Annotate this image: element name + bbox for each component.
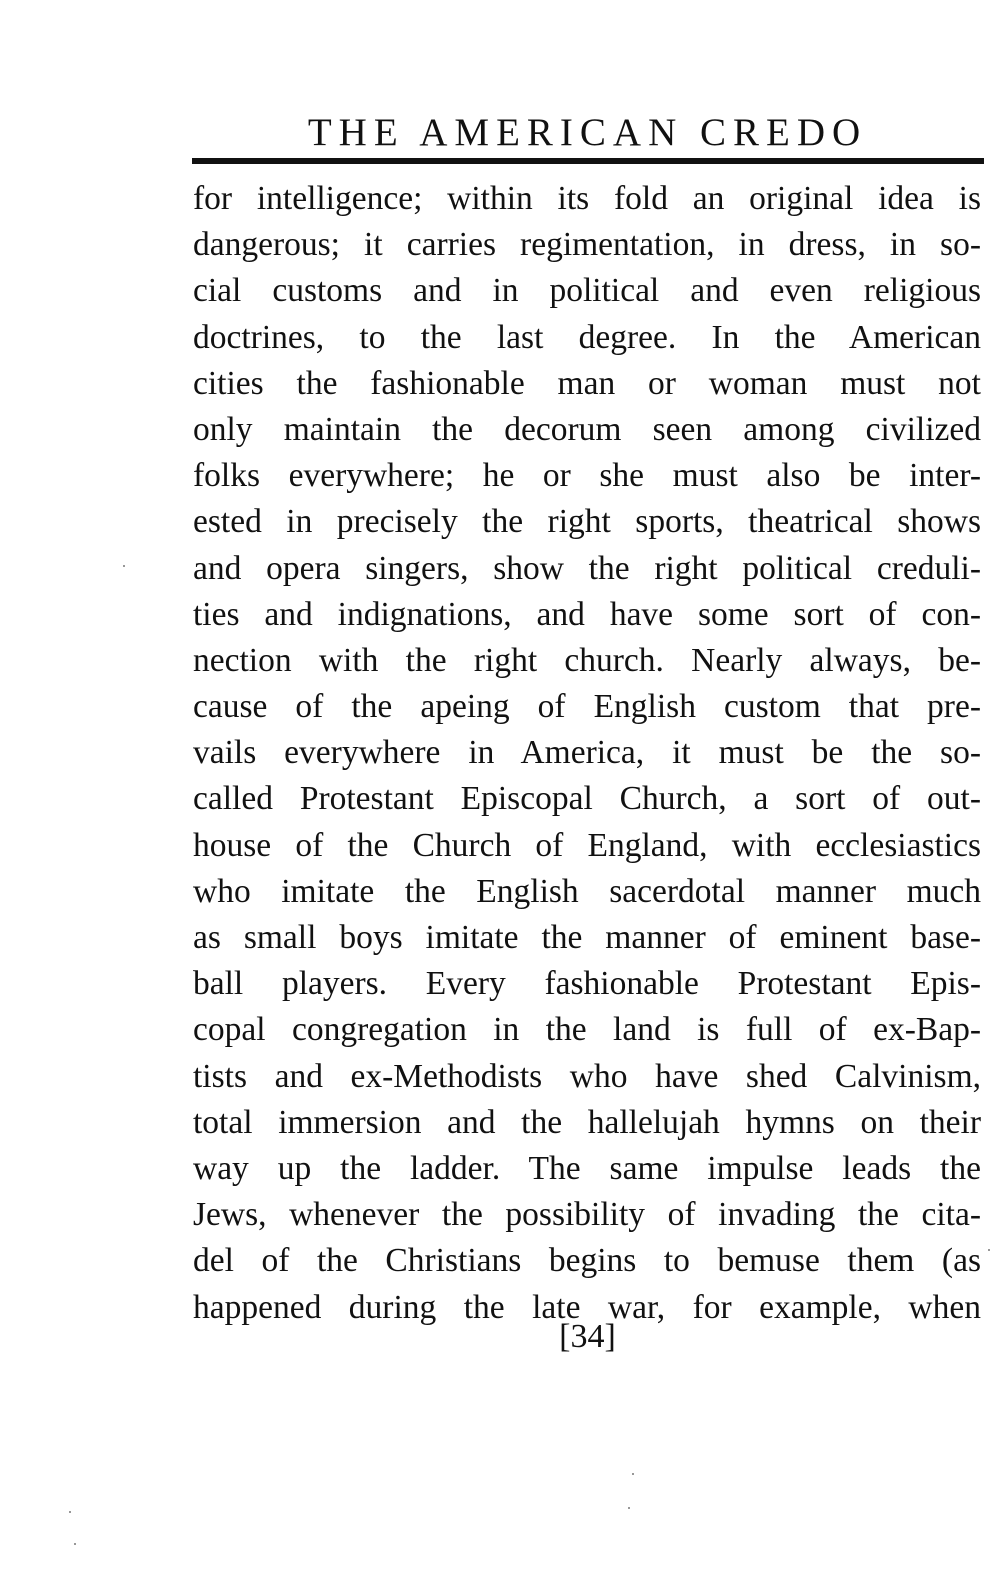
scan-speck	[988, 1249, 990, 1251]
text-line: copal congregation in the land is full of ex-Bap-	[193, 1011, 981, 1049]
text-line: tists and ex-Methodists who have shed Calvinism,	[193, 1057, 981, 1095]
text-line: way up the ladder. The same impulse leads the	[193, 1149, 981, 1187]
text-line: doctrines, to the last degree. In the American	[193, 318, 981, 356]
text-line: ested in precisely the right sports, theatrical shows	[193, 503, 981, 541]
text-line: called Protestant Episcopal Church, a sort of out-	[193, 780, 981, 818]
scan-speck	[632, 1473, 634, 1475]
scan-speck	[628, 1507, 630, 1509]
text-line: nection with the right church. Nearly always, be-	[193, 641, 981, 679]
scan-speck	[74, 1543, 76, 1545]
header-rule	[192, 158, 984, 164]
scan-speck	[69, 1511, 71, 1513]
text-line: ties and indignations, and have some sort of con-	[193, 595, 981, 633]
text-line: Jews, whenever the possibility of invading the cita-	[193, 1196, 981, 1234]
text-line: folks everywhere; he or she must also be inter-	[193, 457, 981, 495]
text-line: happened during the late war, for example, when	[193, 1288, 981, 1326]
text-line: house of the Church of England, with ecclesiastics	[193, 826, 981, 864]
text-line: only maintain the decorum seen among civilized	[193, 410, 981, 448]
text-line: del of the Christians begins to bemuse them (as	[193, 1242, 981, 1280]
scan-speck	[123, 565, 125, 567]
text-line: and opera singers, show the right political creduli-	[193, 549, 981, 587]
body-text	[193, 176, 981, 1331]
text-line: vails everywhere in America, it must be the so-	[193, 734, 981, 772]
text-line: ball players. Every fashionable Protestant Epis-	[193, 965, 981, 1003]
text-line: total immersion and the hallelujah hymns on their	[193, 1103, 981, 1141]
text-line: dangerous; it carries regimentation, in dress, in so-	[193, 226, 981, 264]
text-line: for intelligence; within its fold an original idea is	[193, 180, 981, 217]
text-line: cial customs and in political and even religious	[193, 272, 981, 310]
text-line: cities the fashionable man or woman must not	[193, 364, 981, 402]
text-line: as small boys imitate the manner of eminent base-	[193, 919, 981, 956]
text-line: cause of the apeing of English custom that pre-	[193, 688, 981, 726]
text-line: who imitate the English sacerdotal manner much	[193, 872, 981, 910]
page-number: [34]	[559, 1318, 616, 1355]
running-head: THE AMERICAN CREDO	[307, 111, 868, 154]
